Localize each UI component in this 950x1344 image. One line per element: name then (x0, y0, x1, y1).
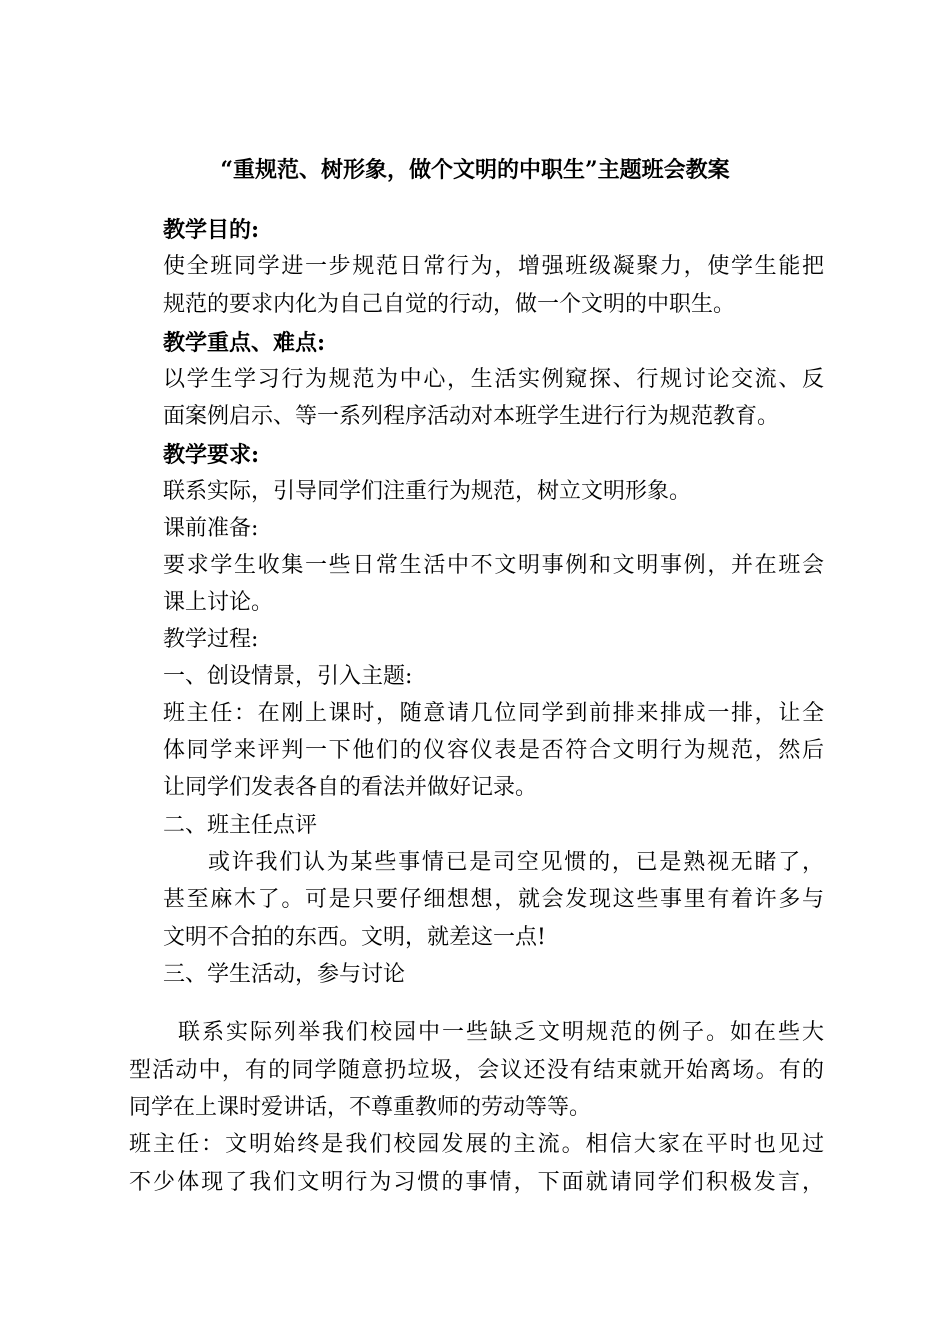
step3-line-3: 同学在上课时爱讲话，不尊重教师的劳动等等。 (129, 1095, 592, 1120)
step1-heading: 一、创设情景，引入主题: (163, 664, 413, 689)
step1-line-1: 班主任：在刚上课时，随意请几位同学到前排来排成一排，让全 (163, 701, 824, 726)
key-points-line-1: 以学生学习行为规范为中心，生活实例窥探、行规讨论交流、反 (163, 367, 824, 392)
step2-heading: 二、班主任点评 (163, 813, 318, 838)
step2-line-1: 或许我们认为某些事情已是司空见惯的，已是熟视无睹了， (208, 850, 824, 875)
key-points-line-2: 面案例启示、等一系列程序活动对本班学生进行行为规范教育。 (163, 404, 780, 429)
preparation-line-1: 要求学生收集一些日常生活中不文明事例和文明事例，并在班会 (163, 553, 824, 578)
step1-line-2: 体同学来评判一下他们的仪容仪表是否符合文明行为规范，然后 (163, 738, 824, 763)
step3-line-5: 不少体现了我们文明行为习惯的事情，下面就请同学们积极发言， (129, 1170, 824, 1195)
process-heading: 教学过程: (163, 627, 259, 652)
requirements-line-1: 联系实际，引导同学们注重行为规范，树立文明形象。 (163, 479, 692, 504)
step3-line-1: 联系实际列举我们校园中一些缺乏文明规范的例子。如在些大 (178, 1020, 824, 1045)
objective-line-2: 规范的要求内化为自己自觉的行动，做一个文明的中职生。 (163, 292, 736, 317)
requirements-heading: 教学要求: (163, 442, 260, 468)
step3-line-2: 型活动中，有的同学随意扔垃圾，会议还没有结束就开始离场。有的 (129, 1058, 824, 1083)
document-title: “重规范、树形象，做个文明的中职生”主题班会教案 (220, 157, 730, 183)
step3-line-4: 班主任：文明始终是我们校园发展的主流。相信大家在平时也见过 (129, 1132, 824, 1157)
step3-heading: 三、学生活动，参与讨论 (163, 962, 406, 987)
step2-line-2: 甚至麻木了。可是只要仔细想想，就会发现这些事里有着许多与 (163, 887, 824, 912)
objective-line-1: 使全班同学进一步规范日常行为，增强班级凝聚力，使学生能把 (163, 254, 824, 279)
preparation-heading: 课前准备: (163, 516, 259, 541)
key-points-heading: 教学重点、难点: (163, 330, 326, 356)
step1-line-3: 让同学们发表各自的看法并做好记录。 (163, 775, 538, 800)
preparation-line-2: 课上讨论。 (163, 590, 274, 615)
objective-heading: 教学目的: (163, 217, 260, 243)
step2-line-3: 文明不合拍的东西。文明，就差这一点! (163, 925, 546, 950)
